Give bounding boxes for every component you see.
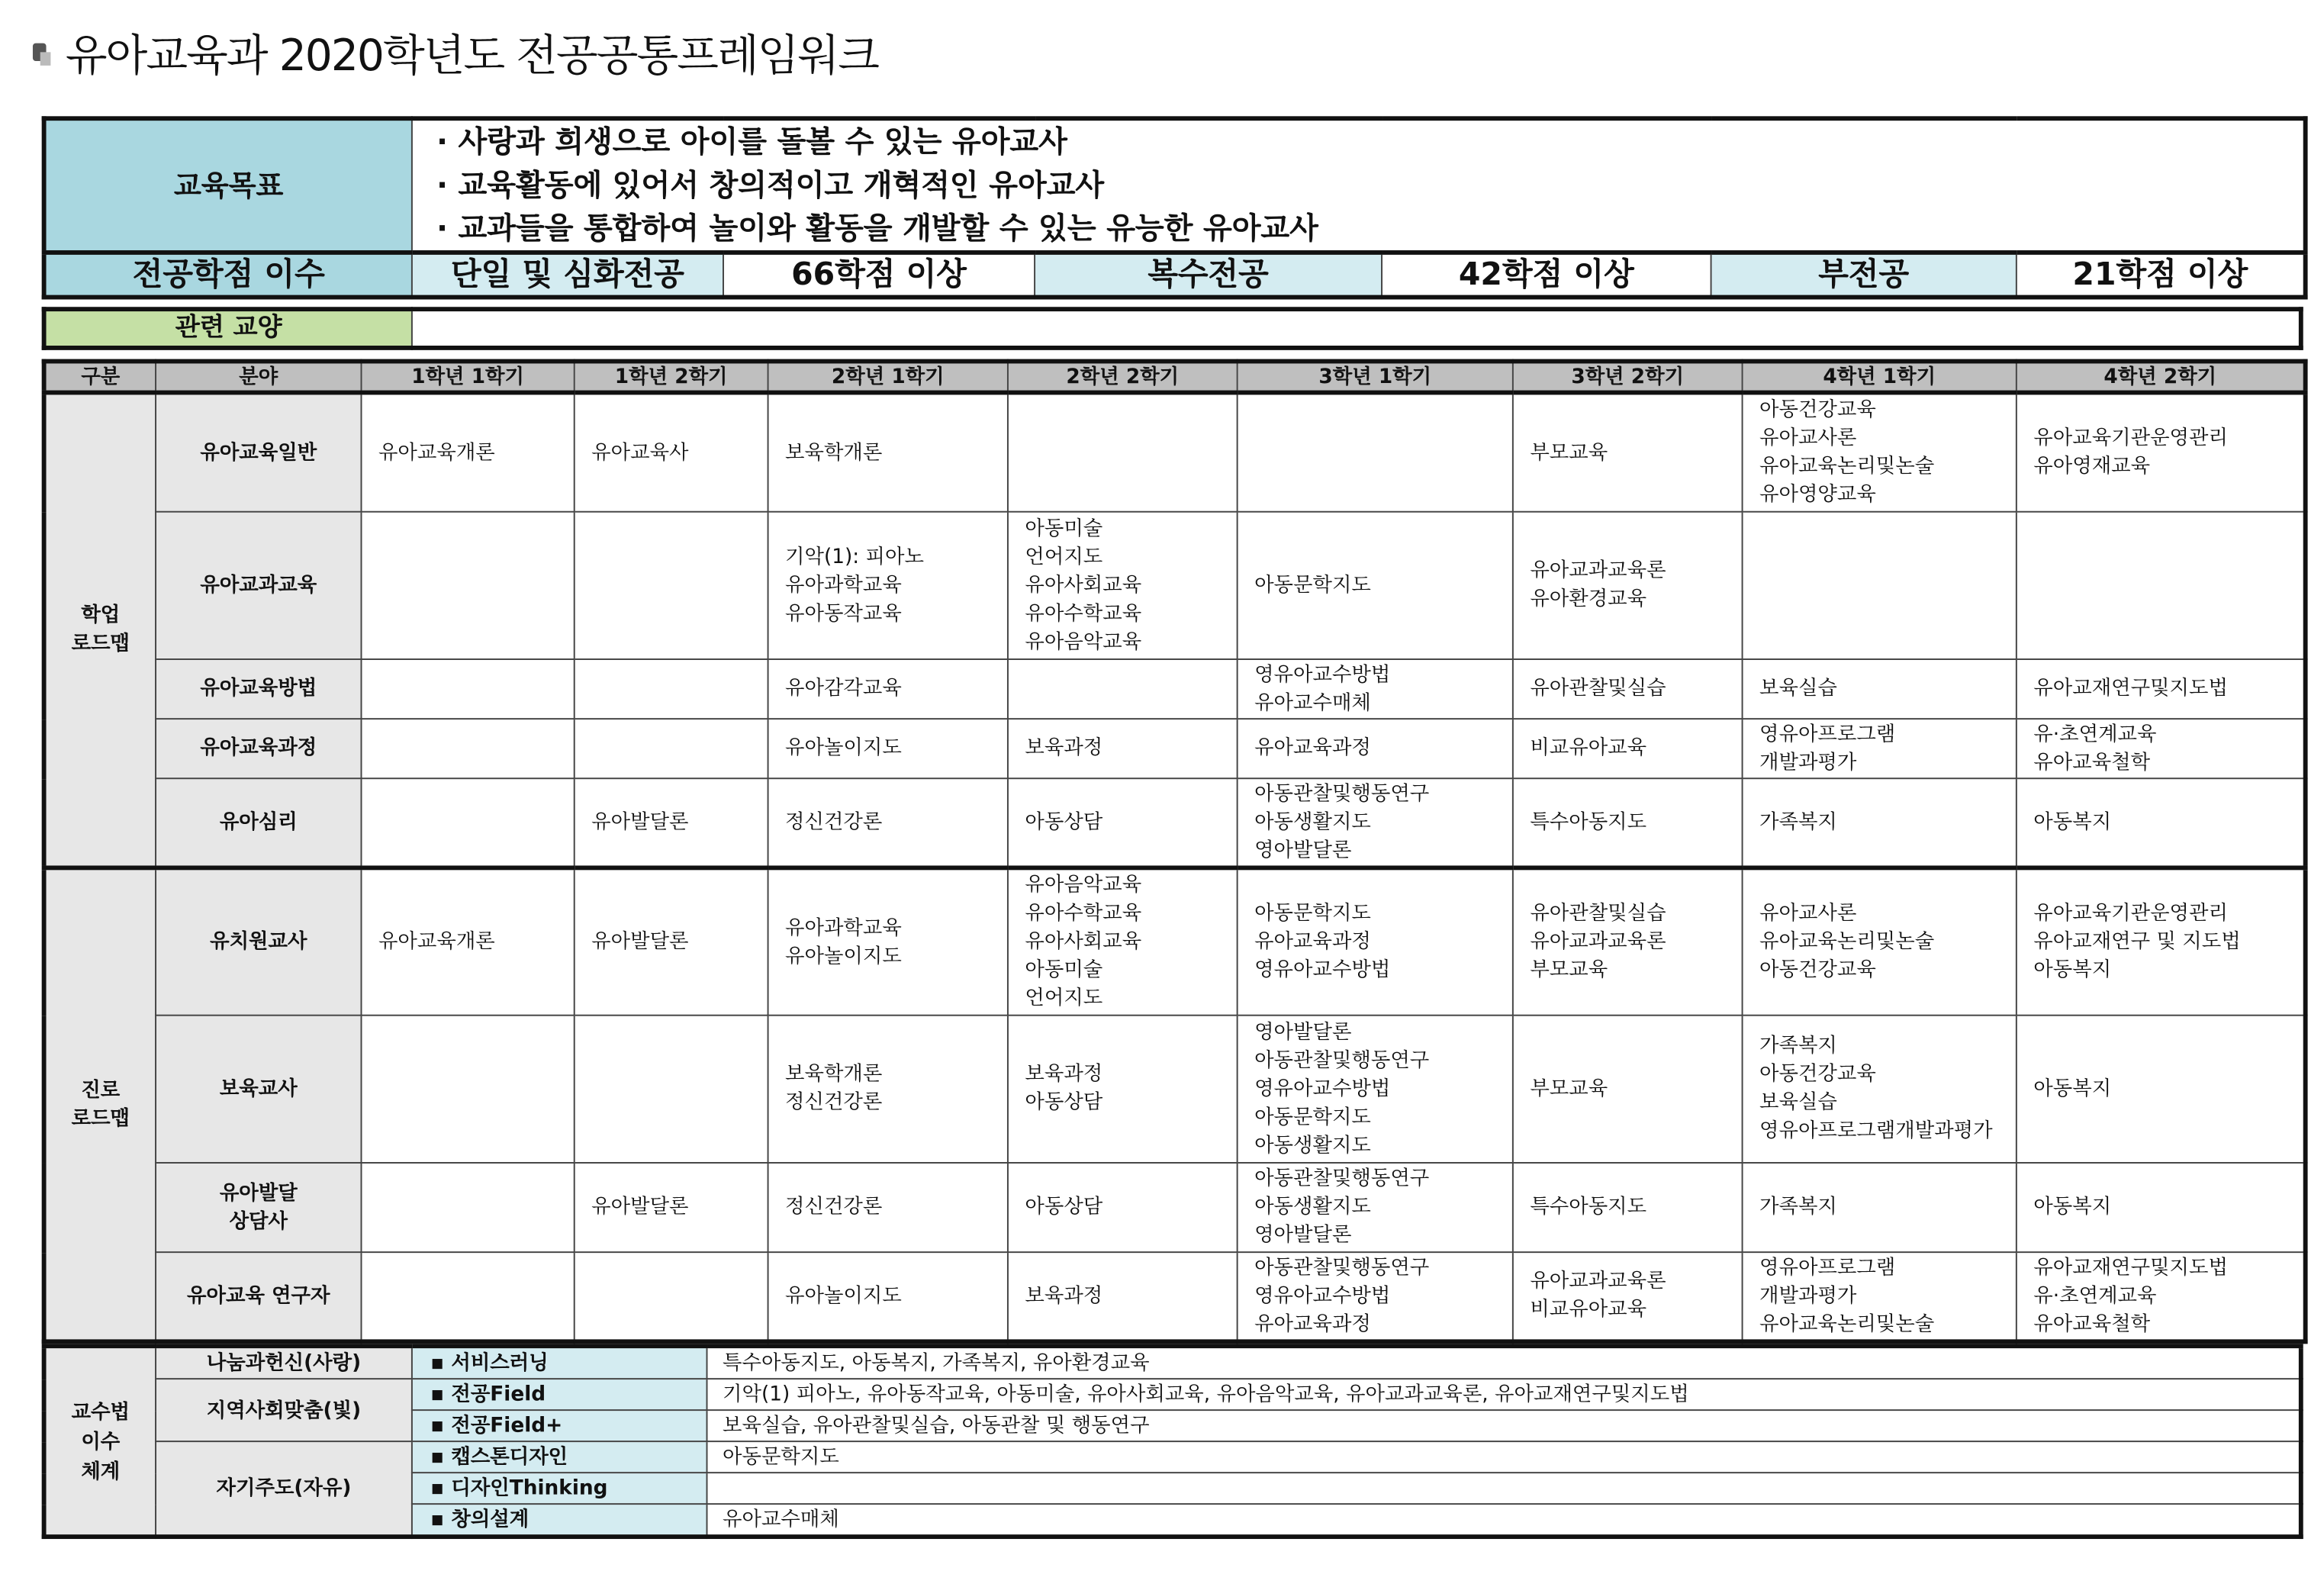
course-cell: 영유아교수방법 유아교수매체: [1238, 659, 1513, 719]
course-cell: 부모교육: [1513, 1016, 1743, 1163]
course-cell: 아동복지: [2017, 1163, 2306, 1252]
related-label: 관련 교양: [44, 309, 412, 348]
method-courses: [707, 1473, 2301, 1504]
column-header: 4학년 1학기: [1743, 362, 2017, 393]
course-cell: 특수아동지도: [1513, 778, 1743, 868]
credits-label: 전공학점 이수: [44, 253, 412, 298]
course-cell: 아동미술 언어지도 유아사회교육 유아수학교육 유아음악교육: [1008, 512, 1238, 659]
course-cell: 유아감각교육: [768, 659, 1008, 719]
course-cell: 아동건강교육 유아교사론 유아교육논리및논술 유아영양교육: [1743, 393, 2017, 512]
method-courses: 특수아동지도, 아동복지, 가족복지, 유아환경교육: [707, 1346, 2301, 1379]
roadmap-table: [42, 359, 2308, 1344]
course-cell: 영아발달론 아동관찰및행동연구 영유아교수방법 아동문학지도 아동생활지도: [1238, 1016, 1513, 1163]
category-label: 유아교육일반: [156, 393, 361, 512]
course-cell: 유아음악교육 유아수학교육 유아사회교육 아동미술 언어지도: [1008, 868, 1238, 1015]
course-cell: [1008, 393, 1238, 512]
course-cell: 유아교재연구및지도법: [2017, 659, 2306, 719]
course-cell: 아동상담: [1008, 778, 1238, 868]
course-cell: 부모교육: [1513, 393, 1743, 512]
section-label: 진로 로드맵: [44, 868, 156, 1341]
method-item: ▪ 디자인Thinking: [412, 1473, 707, 1504]
course-cell: 보육과정 아동상담: [1008, 1016, 1238, 1163]
credit-value: 66학점 이상: [723, 253, 1035, 298]
method-courses: 유아교수매체: [707, 1504, 2301, 1537]
course-cell: 유아교재연구및지도법 유·초연계교육 유아교육철학: [2017, 1252, 2306, 1341]
course-cell: 영유아프로그램 개발과평가 유아교육논리및논술: [1743, 1252, 2017, 1341]
course-cell: 유아놀이지도: [768, 719, 1008, 778]
course-cell: 유아교과교육론 비교유아교육: [1513, 1252, 1743, 1341]
table-row: [44, 1441, 2301, 1473]
column-header: 분야: [156, 362, 361, 393]
course-cell: [1238, 393, 1513, 512]
methods-label: 교수법 이수 체계: [44, 1346, 156, 1537]
table-row: [44, 1346, 2301, 1379]
course-cell: 유아관찰및실습 유아교과교육론 부모교육: [1513, 868, 1743, 1015]
course-cell: 가족복지: [1743, 778, 2017, 868]
course-cell: 보육과정: [1008, 1252, 1238, 1341]
method-group: 자기주도(자유): [156, 1441, 412, 1537]
course-cell: 유아교과교육론 유아환경교육: [1513, 512, 1743, 659]
method-item: ▪ 전공Field: [412, 1379, 707, 1410]
method-courses: 기악(1) 피아노, 유아동작교육, 아동미술, 유아사회교육, 유아음악교육, 유아교과교육론, 유아교재연구및지도법: [707, 1379, 2301, 1410]
related-value: [412, 309, 2301, 348]
course-cell: 정신건강론: [768, 1163, 1008, 1252]
course-cell: 아동관찰및행동연구 아동생활지도 영아발달론: [1238, 1163, 1513, 1252]
course-cell: 가족복지: [1743, 1163, 2017, 1252]
goals-table: [42, 116, 2308, 299]
course-cell: 보육학개론: [768, 393, 1008, 512]
column-header: 1학년 2학기: [575, 362, 768, 393]
credit-type: 부전공: [1711, 253, 2017, 298]
goal-item: · 교과들을 통합하여 놀이와 활동을 개발할 수 있는 유능한 유아교사: [436, 207, 2303, 250]
credit-value: 42학점 이상: [1382, 253, 1711, 298]
course-cell: [362, 778, 575, 868]
related-table: [42, 307, 2303, 350]
course-cell: 아동문학지도 유아교육과정 영유아교수방법: [1238, 868, 1513, 1015]
method-item: ▪ 창의설계: [412, 1504, 707, 1537]
course-cell: 기악(1): 피아노 유아과학교육 유아동작교육: [768, 512, 1008, 659]
course-cell: 유아발달론: [575, 868, 768, 1015]
category-label: 유아교육방법: [156, 659, 361, 719]
course-cell: 유아놀이지도: [768, 1252, 1008, 1341]
page-title: [33, 27, 878, 83]
course-cell: 유아교육과정: [1238, 719, 1513, 778]
course-cell: 유아발달론: [575, 778, 768, 868]
course-cell: 아동문학지도: [1238, 512, 1513, 659]
course-cell: 유아교육사: [575, 393, 768, 512]
course-cell: [575, 719, 768, 778]
course-cell: 유아교육기관운영관리 유아교재연구 및 지도법 아동복지: [2017, 868, 2306, 1015]
column-header: 2학년 1학기: [768, 362, 1008, 393]
course-cell: 유아교육기관운영관리 유아영재교육: [2017, 393, 2306, 512]
page-title-text: 유아교육과 2020학년도 전공공통프레임워크: [65, 30, 879, 81]
course-cell: 아동상담: [1008, 1163, 1238, 1252]
category-label: 보육교사: [156, 1016, 361, 1163]
method-item: ▪ 캡스톤디자인: [412, 1441, 707, 1473]
course-cell: 아동복지: [2017, 1016, 2306, 1163]
column-header: 구분: [44, 362, 156, 393]
column-header: 4학년 2학기: [2017, 362, 2306, 393]
method-group: 나눔과헌신(사랑): [156, 1346, 412, 1379]
category-label: 유아발달 상담사: [156, 1163, 361, 1252]
table-row: [44, 778, 2306, 868]
course-cell: 정신건강론: [768, 778, 1008, 868]
course-cell: [362, 512, 575, 659]
course-cell: 유아교육개론: [362, 393, 575, 512]
method-item: ▪ 서비스러닝: [412, 1346, 707, 1379]
course-cell: 유아과학교육 유아놀이지도: [768, 868, 1008, 1015]
goals-list: [412, 118, 2306, 253]
credit-value: 21학점 이상: [2017, 253, 2306, 298]
table-row: [44, 393, 2306, 512]
course-cell: [2017, 512, 2306, 659]
course-cell: [362, 659, 575, 719]
method-courses: 보육실습, 유아관찰및실습, 아동관찰 및 행동연구: [707, 1410, 2301, 1441]
course-cell: 유·초연계교육 유아교육철학: [2017, 719, 2306, 778]
course-cell: [575, 659, 768, 719]
table-row: [44, 512, 2306, 659]
course-cell: [362, 719, 575, 778]
category-label: 유아교육 연구자: [156, 1252, 361, 1341]
table-row: [44, 1252, 2306, 1341]
course-cell: 유아교육개론: [362, 868, 575, 1015]
course-cell: [362, 1016, 575, 1163]
credit-type: 복수전공: [1035, 253, 1382, 298]
column-header: 3학년 2학기: [1513, 362, 1743, 393]
course-cell: [1743, 512, 2017, 659]
course-cell: 아동관찰및행동연구 아동생활지도 영아발달론: [1238, 778, 1513, 868]
method-group: 지역사회맞춤(빛): [156, 1379, 412, 1441]
category-label: 유아교육과정: [156, 719, 361, 778]
course-cell: 아동복지: [2017, 778, 2306, 868]
course-cell: [362, 1163, 575, 1252]
category-label: 유아교과교육: [156, 512, 361, 659]
course-cell: 영유아프로그램 개발과평가: [1743, 719, 2017, 778]
methods-table: [42, 1344, 2303, 1539]
course-cell: 보육학개론 정신건강론: [768, 1016, 1008, 1163]
credit-type: 단일 및 심화전공: [412, 253, 723, 298]
table-row: [44, 868, 2306, 1015]
column-header: 3학년 1학기: [1238, 362, 1513, 393]
course-cell: 유아발달론: [575, 1163, 768, 1252]
column-header: 2학년 2학기: [1008, 362, 1238, 393]
section-label: 학업 로드맵: [44, 393, 156, 868]
goal-item: · 교육활동에 있어서 창의적이고 개혁적인 유아교사: [436, 164, 2303, 208]
content-area: [42, 116, 2303, 1539]
column-header: 1학년 1학기: [362, 362, 575, 393]
course-cell: 유아관찰및실습: [1513, 659, 1743, 719]
course-cell: 가족복지 아동건강교육 보육실습 영유아프로그램개발과평가: [1743, 1016, 2017, 1163]
course-cell: 보육과정: [1008, 719, 1238, 778]
method-item: ▪ 전공Field+: [412, 1410, 707, 1441]
course-cell: [575, 1252, 768, 1341]
course-cell: 비교유아교육: [1513, 719, 1743, 778]
goal-item: · 사랑과 희생으로 아이를 돌볼 수 있는 유아교사: [436, 121, 2303, 164]
course-cell: 특수아동지도: [1513, 1163, 1743, 1252]
table-row: [44, 1379, 2301, 1410]
course-cell: [575, 512, 768, 659]
course-cell: 아동관찰및행동연구 영유아교수방법 유아교육과정: [1238, 1252, 1513, 1341]
course-cell: [575, 1016, 768, 1163]
table-row: [44, 719, 2306, 778]
course-cell: [1008, 659, 1238, 719]
category-label: 유치원교사: [156, 868, 361, 1015]
course-cell: [362, 1252, 575, 1341]
roadmap-header: [44, 362, 2306, 393]
goals-label: 교육목표: [44, 118, 412, 253]
method-courses: 아동문학지도: [707, 1441, 2301, 1473]
table-row: [44, 659, 2306, 719]
table-row: [44, 1016, 2306, 1163]
course-cell: 보육실습: [1743, 659, 2017, 719]
bullet-icon: [33, 43, 50, 67]
table-row: [44, 1163, 2306, 1252]
course-cell: 유아교사론 유아교육논리및논술 아동건강교육: [1743, 868, 2017, 1015]
category-label: 유아심리: [156, 778, 361, 868]
credits-row: [44, 253, 2306, 298]
